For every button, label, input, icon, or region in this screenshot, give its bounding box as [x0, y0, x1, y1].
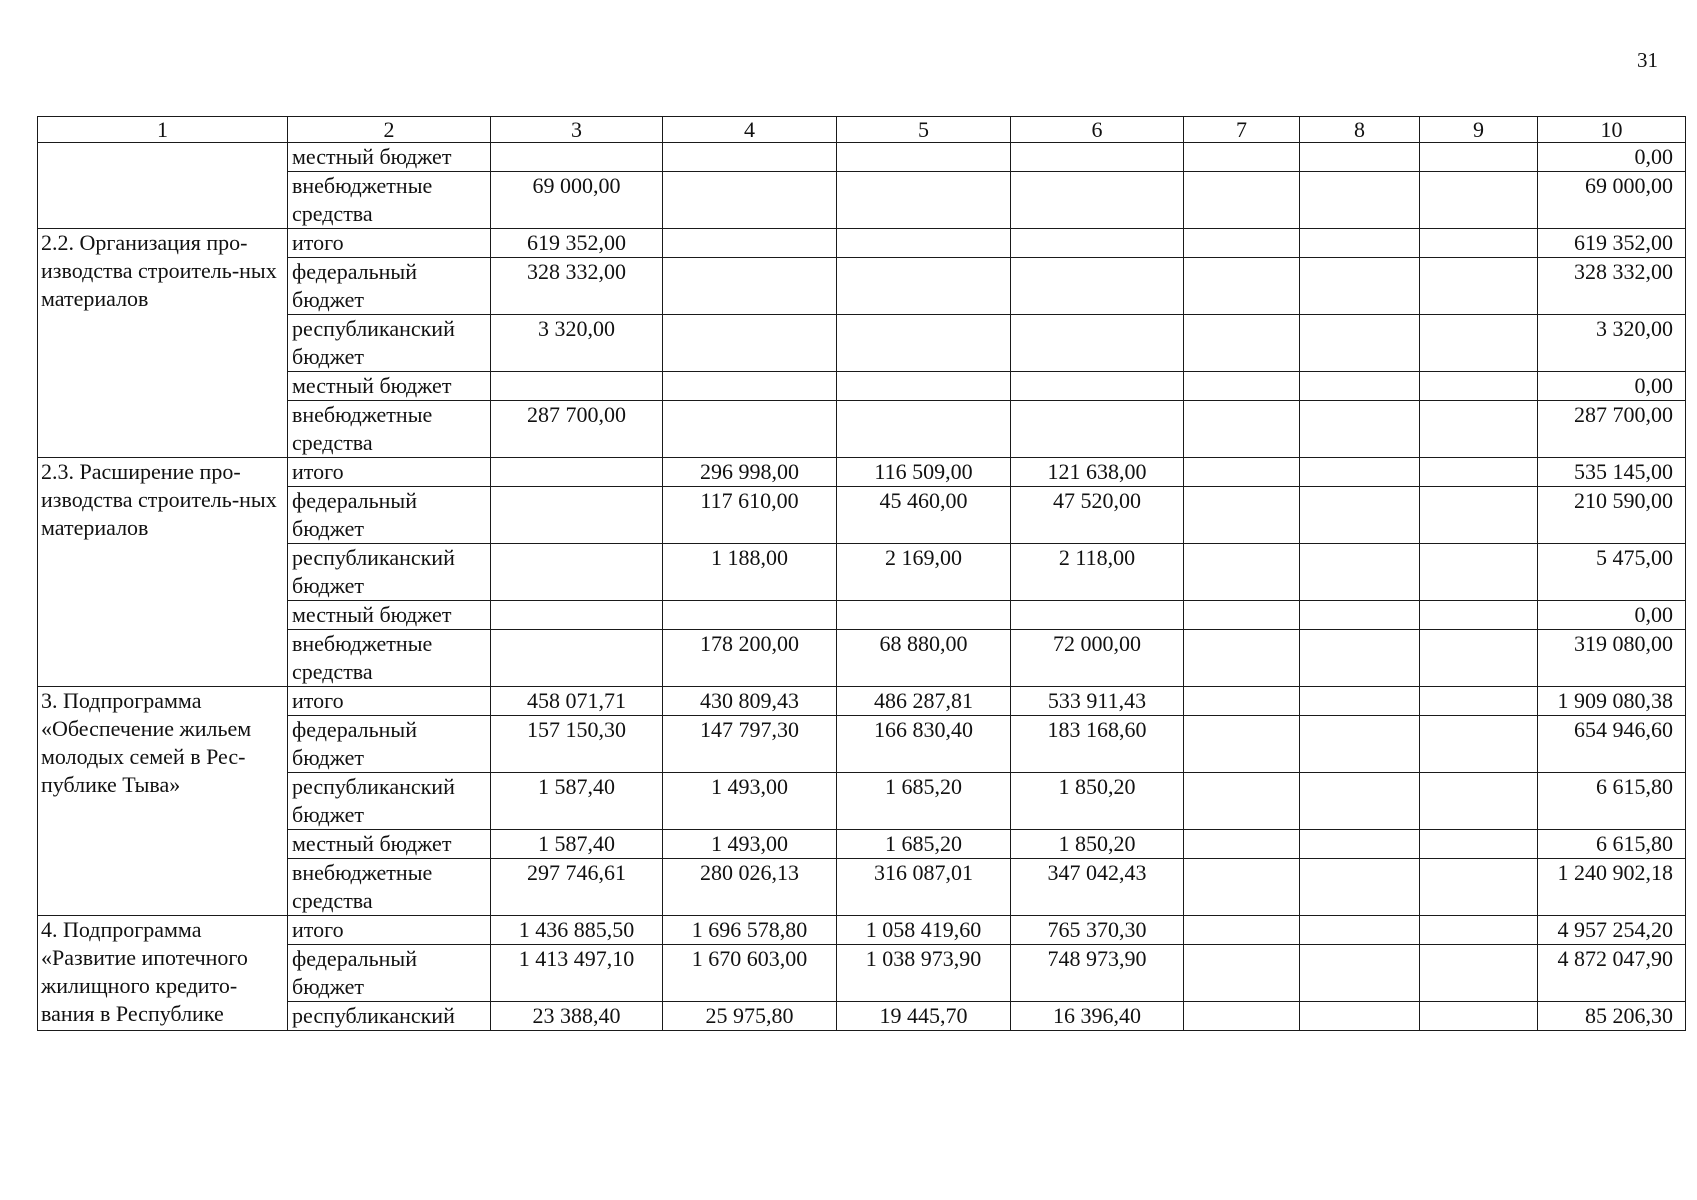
column-header: 2	[288, 117, 491, 143]
amount-cell	[663, 229, 837, 258]
amount-cell	[1184, 229, 1300, 258]
amount-cell: 23 388,40	[491, 1002, 663, 1031]
amount-cell: 430 809,43	[663, 687, 837, 716]
amount-cell	[1300, 773, 1420, 830]
budget-table	[37, 116, 1686, 1031]
amount-cell: 72 000,00	[1011, 630, 1184, 687]
amount-cell: 765 370,30	[1011, 916, 1184, 945]
amount-cell: 2 118,00	[1011, 544, 1184, 601]
amount-cell	[1420, 773, 1538, 830]
amount-cell	[1300, 401, 1420, 458]
amount-cell	[1011, 229, 1184, 258]
amount-cell	[1184, 372, 1300, 401]
amount-cell: 1 850,20	[1011, 830, 1184, 859]
table-row	[38, 458, 1686, 487]
amount-cell: 1 413 497,10	[491, 945, 663, 1002]
amount-cell	[1420, 716, 1538, 773]
amount-cell	[837, 229, 1011, 258]
amount-cell: 3 320,00	[491, 315, 663, 372]
amount-cell	[837, 315, 1011, 372]
amount-cell	[1184, 687, 1300, 716]
amount-cell: 486 287,81	[837, 687, 1011, 716]
amount-cell	[1184, 916, 1300, 945]
funding-source: республиканский бюджет	[288, 544, 491, 601]
funding-source: местный бюджет	[288, 372, 491, 401]
total-cell: 0,00	[1538, 143, 1686, 172]
funding-source: местный бюджет	[288, 830, 491, 859]
amount-cell	[1011, 401, 1184, 458]
amount-cell: 748 973,90	[1011, 945, 1184, 1002]
total-cell: 3 320,00	[1538, 315, 1686, 372]
amount-cell: 116 509,00	[837, 458, 1011, 487]
amount-cell	[1184, 773, 1300, 830]
amount-cell	[663, 315, 837, 372]
total-cell: 619 352,00	[1538, 229, 1686, 258]
amount-cell: 1 696 578,80	[663, 916, 837, 945]
program-name: 2.3. Расширение про-изводства строитель-ных материалов	[38, 458, 288, 687]
total-cell: 0,00	[1538, 372, 1686, 401]
amount-cell: 1 058 419,60	[837, 916, 1011, 945]
total-cell: 69 000,00	[1538, 172, 1686, 229]
amount-cell	[1300, 687, 1420, 716]
table-row	[38, 143, 1686, 172]
amount-cell	[1184, 630, 1300, 687]
funding-source: федеральный бюджет	[288, 716, 491, 773]
column-header: 10	[1538, 117, 1686, 143]
amount-cell: 296 998,00	[663, 458, 837, 487]
funding-source: республиканский	[288, 1002, 491, 1031]
amount-cell: 1 670 603,00	[663, 945, 837, 1002]
amount-cell	[1184, 143, 1300, 172]
amount-cell: 19 445,70	[837, 1002, 1011, 1031]
page-number: 31	[1637, 48, 1658, 72]
amount-cell	[491, 630, 663, 687]
column-number-row	[38, 117, 1686, 143]
funding-source: внебюджетные средства	[288, 401, 491, 458]
amount-cell: 297 746,61	[491, 859, 663, 916]
amount-cell	[1184, 544, 1300, 601]
amount-cell	[1300, 544, 1420, 601]
amount-cell	[1300, 1002, 1420, 1031]
amount-cell	[491, 372, 663, 401]
amount-cell	[1300, 830, 1420, 859]
amount-cell	[1184, 487, 1300, 544]
amount-cell: 1 587,40	[491, 773, 663, 830]
funding-source: местный бюджет	[288, 601, 491, 630]
amount-cell	[1300, 601, 1420, 630]
amount-cell	[1300, 143, 1420, 172]
amount-cell	[491, 544, 663, 601]
funding-source: местный бюджет	[288, 143, 491, 172]
funding-source: внебюджетные средства	[288, 859, 491, 916]
amount-cell	[663, 601, 837, 630]
amount-cell: 328 332,00	[491, 258, 663, 315]
program-name	[38, 143, 288, 229]
amount-cell	[1011, 601, 1184, 630]
amount-cell	[1011, 143, 1184, 172]
amount-cell: 2 169,00	[837, 544, 1011, 601]
total-cell: 210 590,00	[1538, 487, 1686, 544]
amount-cell: 157 150,30	[491, 716, 663, 773]
table-row	[38, 687, 1686, 716]
total-cell: 5 475,00	[1538, 544, 1686, 601]
column-header: 4	[663, 117, 837, 143]
funding-source: итого	[288, 916, 491, 945]
column-header: 1	[38, 117, 288, 143]
amount-cell	[1420, 687, 1538, 716]
amount-cell	[491, 601, 663, 630]
amount-cell	[1184, 859, 1300, 916]
program-name: 4. Подпрограмма «Развитие ипотечного жилищного кредито-вания в Республике	[38, 916, 288, 1031]
amount-cell	[491, 143, 663, 172]
total-cell: 287 700,00	[1538, 401, 1686, 458]
amount-cell	[1184, 458, 1300, 487]
amount-cell	[491, 458, 663, 487]
amount-cell	[1184, 601, 1300, 630]
amount-cell: 347 042,43	[1011, 859, 1184, 916]
amount-cell	[1300, 372, 1420, 401]
amount-cell	[1184, 945, 1300, 1002]
amount-cell: 1 685,20	[837, 830, 1011, 859]
funding-source: федеральный бюджет	[288, 945, 491, 1002]
total-cell: 328 332,00	[1538, 258, 1686, 315]
amount-cell	[1300, 315, 1420, 372]
amount-cell	[837, 258, 1011, 315]
amount-cell: 316 087,01	[837, 859, 1011, 916]
total-cell: 0,00	[1538, 601, 1686, 630]
amount-cell	[1300, 859, 1420, 916]
amount-cell	[663, 143, 837, 172]
amount-cell: 25 975,80	[663, 1002, 837, 1031]
amount-cell	[1184, 258, 1300, 315]
amount-cell	[1420, 258, 1538, 315]
amount-cell	[1420, 487, 1538, 544]
amount-cell	[1011, 315, 1184, 372]
amount-cell	[1300, 630, 1420, 687]
amount-cell	[1184, 401, 1300, 458]
amount-cell	[1420, 401, 1538, 458]
amount-cell	[1420, 601, 1538, 630]
amount-cell: 1 587,40	[491, 830, 663, 859]
amount-cell	[1420, 229, 1538, 258]
amount-cell: 1 493,00	[663, 773, 837, 830]
total-cell: 6 615,80	[1538, 773, 1686, 830]
amount-cell	[837, 601, 1011, 630]
amount-cell	[1300, 487, 1420, 544]
amount-cell: 458 071,71	[491, 687, 663, 716]
amount-cell	[1184, 830, 1300, 859]
amount-cell: 280 026,13	[663, 859, 837, 916]
funding-source: республиканский бюджет	[288, 773, 491, 830]
amount-cell: 1 685,20	[837, 773, 1011, 830]
amount-cell	[1420, 315, 1538, 372]
amount-cell: 117 610,00	[663, 487, 837, 544]
amount-cell	[1300, 172, 1420, 229]
amount-cell	[837, 172, 1011, 229]
table-row	[38, 916, 1686, 945]
amount-cell	[1300, 716, 1420, 773]
column-header: 8	[1300, 117, 1420, 143]
total-cell: 319 080,00	[1538, 630, 1686, 687]
program-name: 3. Подпрограмма «Обеспечение жильем молодых семей в Рес-публике Тыва»	[38, 687, 288, 916]
amount-cell	[663, 401, 837, 458]
total-cell: 1 909 080,38	[1538, 687, 1686, 716]
amount-cell	[1420, 143, 1538, 172]
amount-cell	[1184, 716, 1300, 773]
total-cell: 1 240 902,18	[1538, 859, 1686, 916]
amount-cell	[663, 372, 837, 401]
amount-cell: 178 200,00	[663, 630, 837, 687]
amount-cell: 533 911,43	[1011, 687, 1184, 716]
program-name: 2.2. Организация про-изводства строитель-ных материалов	[38, 229, 288, 458]
amount-cell	[1420, 630, 1538, 687]
amount-cell	[1300, 229, 1420, 258]
amount-cell: 121 638,00	[1011, 458, 1184, 487]
amount-cell	[1300, 258, 1420, 315]
column-header: 5	[837, 117, 1011, 143]
column-header: 3	[491, 117, 663, 143]
amount-cell	[1300, 945, 1420, 1002]
amount-cell	[1420, 458, 1538, 487]
amount-cell: 619 352,00	[491, 229, 663, 258]
amount-cell	[1420, 945, 1538, 1002]
funding-source: республиканский бюджет	[288, 315, 491, 372]
funding-source: внебюджетные средства	[288, 630, 491, 687]
amount-cell: 1 493,00	[663, 830, 837, 859]
funding-source: итого	[288, 687, 491, 716]
amount-cell	[1184, 1002, 1300, 1031]
table-row	[38, 229, 1686, 258]
total-cell: 4 872 047,90	[1538, 945, 1686, 1002]
amount-cell	[663, 258, 837, 315]
amount-cell: 16 396,40	[1011, 1002, 1184, 1031]
amount-cell	[1184, 315, 1300, 372]
column-header: 9	[1420, 117, 1538, 143]
amount-cell	[1420, 859, 1538, 916]
amount-cell	[1420, 172, 1538, 229]
total-cell: 85 206,30	[1538, 1002, 1686, 1031]
amount-cell	[1420, 1002, 1538, 1031]
amount-cell	[1184, 172, 1300, 229]
amount-cell	[1420, 830, 1538, 859]
total-cell: 654 946,60	[1538, 716, 1686, 773]
amount-cell	[1300, 916, 1420, 945]
funding-source: итого	[288, 458, 491, 487]
total-cell: 535 145,00	[1538, 458, 1686, 487]
amount-cell: 68 880,00	[837, 630, 1011, 687]
amount-cell	[1300, 458, 1420, 487]
total-cell: 6 615,80	[1538, 830, 1686, 859]
funding-source: федеральный бюджет	[288, 258, 491, 315]
column-header: 6	[1011, 117, 1184, 143]
amount-cell: 287 700,00	[491, 401, 663, 458]
amount-cell: 45 460,00	[837, 487, 1011, 544]
funding-source: федеральный бюджет	[288, 487, 491, 544]
funding-source: итого	[288, 229, 491, 258]
total-cell: 4 957 254,20	[1538, 916, 1686, 945]
amount-cell	[491, 487, 663, 544]
amount-cell	[663, 172, 837, 229]
amount-cell	[1011, 372, 1184, 401]
amount-cell	[837, 401, 1011, 458]
amount-cell	[1420, 544, 1538, 601]
amount-cell: 47 520,00	[1011, 487, 1184, 544]
amount-cell: 166 830,40	[837, 716, 1011, 773]
amount-cell: 1 038 973,90	[837, 945, 1011, 1002]
funding-source: внебюджетные средства	[288, 172, 491, 229]
amount-cell: 1 188,00	[663, 544, 837, 601]
amount-cell	[1420, 372, 1538, 401]
amount-cell	[1420, 916, 1538, 945]
amount-cell	[837, 143, 1011, 172]
column-header: 7	[1184, 117, 1300, 143]
amount-cell: 69 000,00	[491, 172, 663, 229]
amount-cell	[1011, 172, 1184, 229]
amount-cell	[837, 372, 1011, 401]
amount-cell: 1 850,20	[1011, 773, 1184, 830]
amount-cell: 183 168,60	[1011, 716, 1184, 773]
amount-cell	[1011, 258, 1184, 315]
amount-cell: 147 797,30	[663, 716, 837, 773]
amount-cell: 1 436 885,50	[491, 916, 663, 945]
